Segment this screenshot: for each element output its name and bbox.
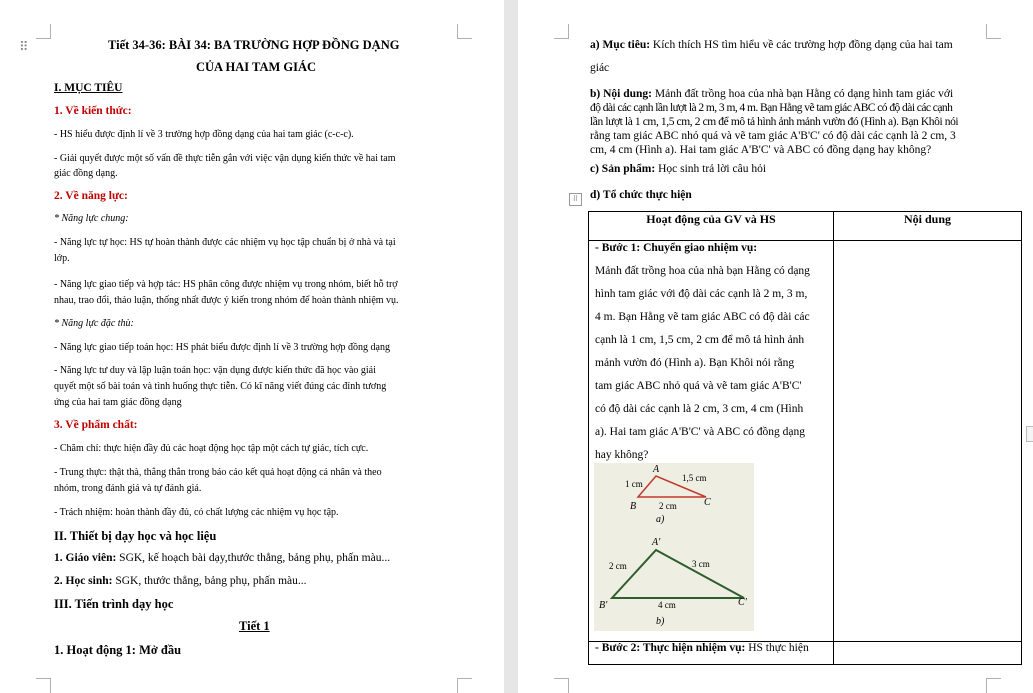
text-line: - Giải quyết được một số vấn đề thực tiễn gắn với việc vận dụng kiến thức về hai tam xyxy=(54,153,396,164)
product-text: Học sinh trả lời câu hỏi xyxy=(655,163,767,175)
text-line: - HS hiểu được định lí về 3 trường hợp đồng dạng của hai tam giác (c-c-c). xyxy=(54,129,354,140)
text-line: - Trách nhiệm: hoàn thành đầy đủ, có chất lượng các nhiệm vụ học tập. xyxy=(54,507,339,518)
scroll-side-tab[interactable] xyxy=(1026,426,1033,442)
objective-label: a) Mục tiêu: xyxy=(590,39,651,51)
text-line: - Trung thực: thật thà, thẳng thắn trong báo cáo kết quả hoạt động cá nhân và theo xyxy=(54,467,382,478)
document-page-left xyxy=(0,0,504,693)
text-line: nhóm, trong đánh giá và tự đánh giá. xyxy=(54,483,202,494)
label-c: C xyxy=(704,497,711,508)
corner-mark xyxy=(554,24,569,39)
label-b: B xyxy=(630,501,637,512)
triangle-figure xyxy=(594,463,754,631)
caption-a: a) xyxy=(656,514,665,525)
content-label: b) Nội dung: xyxy=(590,88,652,100)
heading-qualities: 3. Về phẩm chất: xyxy=(54,419,138,431)
content-line xyxy=(590,88,953,100)
section-equipment: II. Thiết bị dạy học và học liệu xyxy=(54,529,217,543)
label-c2: C' xyxy=(738,597,747,608)
task-line: hình tam giác với độ dài các cạnh là 2 m, 3 m, xyxy=(595,288,808,300)
corner-mark xyxy=(457,24,472,39)
student-line xyxy=(54,575,307,587)
heading-competence: 2. Về năng lực: xyxy=(54,190,128,202)
teacher-line xyxy=(54,552,390,564)
step-2-label: - Bước 2: Thực hiện nhiệm vụ: xyxy=(595,642,746,654)
task-line: Mảnh đất trồng hoa của nhà bạn Hằng có dạng xyxy=(595,265,810,277)
label-a: A xyxy=(653,464,660,475)
task-line: cạnh là 1 cm, 1,5 cm, 2 cm để mô tả hình ảnh xyxy=(595,334,805,346)
content-line: độ dài các cạnh lần lượt là 2 m, 3 m, 4 m. Bạn Hằng vẽ tam giác ABC có độ dài các cạnh xyxy=(590,102,953,114)
period-heading: Tiết 1 xyxy=(239,619,270,633)
objective-line xyxy=(590,39,953,51)
drag-handle-icon[interactable]: ⠿ xyxy=(19,40,29,55)
task-line: mảnh vườn đó (Hình a). Bạn Khôi nói rằng xyxy=(595,357,795,369)
teacher-text: SGK, kế hoạch bài dạy,thước thẳng, bảng phụ, phấn màu... xyxy=(116,552,391,564)
label-b2: B' xyxy=(599,600,608,611)
content-line: lần lượt là 1 cm, 1,5 cm, 2 cm để mô tả hình ảnh mảnh vườn đó (Hình a). Bạn Khôi nói xyxy=(590,116,959,128)
text-line: - Năng lực giao tiếp và hợp tác: HS phân công được nhiệm vụ trong nhóm, biết hỗ trợ xyxy=(54,279,398,290)
subheading-general: * Năng lực chung: xyxy=(54,213,129,224)
section-objectives: I. MỤC TIÊU xyxy=(54,82,123,94)
label-bc: 2 cm xyxy=(659,501,677,511)
table-move-handle-icon[interactable]: ⠿ xyxy=(569,193,582,206)
label-a2c2: 3 cm xyxy=(692,559,710,569)
corner-mark xyxy=(36,678,51,693)
corner-mark xyxy=(554,678,569,693)
corner-mark xyxy=(986,24,1001,39)
content-text: Mảnh đất trồng hoa của nhà bạn Hằng có dạng hình tam giác với xyxy=(652,88,954,100)
label-a2b2: 2 cm xyxy=(609,561,627,571)
product-line xyxy=(590,163,766,175)
corner-mark xyxy=(36,24,51,39)
subheading-specific: * Năng lực đặc thù: xyxy=(54,318,134,329)
text-line: ứng của hai tam giác đồng dạng xyxy=(54,397,182,408)
label-a2: A' xyxy=(652,537,661,548)
objective-text: Kích thích HS tìm hiểu về các trường hợp đồng dạng của hai tam xyxy=(650,39,953,51)
caption-b: b) xyxy=(656,616,665,627)
text-line: - Năng lực giao tiếp toán học: HS phát biểu được định lí về 3 trường hợp đồng dạng xyxy=(54,342,390,353)
text-line: lớp. xyxy=(54,253,70,264)
label-b2c2: 4 cm xyxy=(658,600,676,610)
corner-mark xyxy=(986,678,1001,693)
section-process: III. Tiến trình dạy học xyxy=(54,597,174,611)
table-header-content: Nội dung xyxy=(834,212,1022,241)
task-line: có độ dài các cạnh là 2 cm, 3 cm, 4 cm (Hình xyxy=(595,403,804,415)
step-1-heading: - Bước 1: Chuyển giao nhiệm vụ: xyxy=(595,242,758,254)
objective-line2: giác xyxy=(590,62,610,74)
text-line: - Chăm chỉ: thực hiện đầy đủ các hoạt động học tập một cách tự giác, tích cực. xyxy=(54,443,369,454)
task-line: a). Hai tam giác A'B'C' và ABC có đồng dạng xyxy=(595,426,805,438)
activity-1-heading: 1. Hoạt động 1: Mở đầu xyxy=(54,643,182,657)
text-line: - Năng lực tư duy và lập luận toán học: vận dụng được kiến thức đã học vào giải xyxy=(54,365,376,376)
content-line: rằng tam giác ABC nhỏ quá và vẽ tam giác A'B'C' có độ dài các cạnh là 2 cm, 3 xyxy=(590,130,956,142)
text-line: giác đồng dạng. xyxy=(54,168,118,179)
label-ac: 1,5 cm xyxy=(682,473,707,483)
student-text: SGK, thước thẳng, bảng phụ, phấn màu... xyxy=(112,575,307,587)
step-2-line xyxy=(595,642,837,654)
student-label: 2. Học sinh: xyxy=(54,575,113,587)
table-header-activity: Hoạt động của GV và HS xyxy=(589,212,834,241)
label-ab: 1 cm xyxy=(625,479,643,489)
task-line: tam giác ABC nhỏ quá và vẽ tam giác A'B'C' xyxy=(595,380,802,392)
task-line: hay không? xyxy=(595,449,649,461)
heading-knowledge: 1. Về kiến thức: xyxy=(54,105,132,117)
teacher-label: 1. Giáo viên: xyxy=(54,552,117,564)
triangle-a2b2c2 xyxy=(612,550,744,598)
task-line: 4 m. Bạn Hằng vẽ tam giác ABC có độ dài các xyxy=(595,311,810,323)
table-cell-content[interactable] xyxy=(834,241,1022,642)
text-line: nhau, trao đổi, thảo luận, thống nhất được ý kiến trong nhóm để hoàn thành nhiệm vụ. xyxy=(54,295,399,306)
product-label: c) Sản phẩm: xyxy=(590,163,656,175)
text-line: quyết một số bài toán và tình huống thực tiễn. Có kĩ năng viết đúng các đỉnh tương xyxy=(54,381,387,392)
text-line: - Năng lực tự học: HS tự hoàn thành được các nhiệm vụ học tập chuẩn bị ở nhà và tại xyxy=(54,237,396,248)
lesson-title-line2: CỦA HAI TAM GIÁC xyxy=(196,60,317,74)
content-line: cm, 4 cm (Hình a). Hai tam giác A'B'C' và ABC có đồng dạng hay không? xyxy=(590,144,932,156)
step-2-text: HS thực hiện xyxy=(745,642,809,654)
organize-heading: d) Tổ chức thực hiện xyxy=(590,189,692,201)
corner-mark xyxy=(457,678,472,693)
table-cell-content[interactable] xyxy=(834,642,1022,665)
lesson-title: Tiết 34-36: BÀI 34: BA TRƯỜNG HỢP ĐỒNG DẠNG xyxy=(108,38,400,52)
